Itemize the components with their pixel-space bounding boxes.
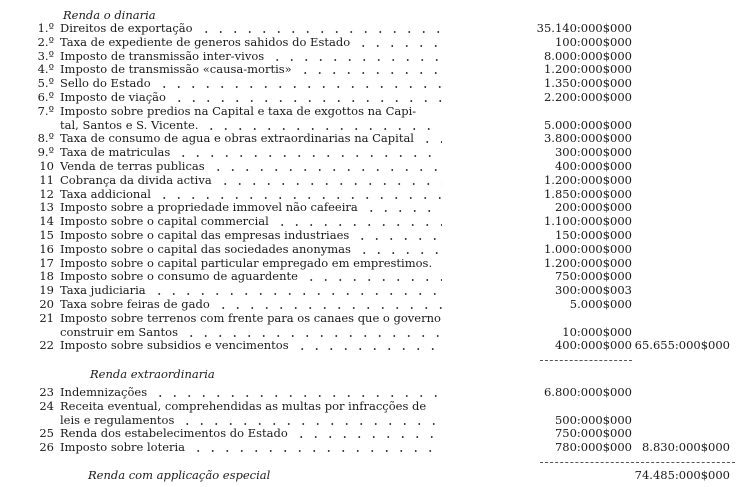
- item-amount: 35.140:000$000: [536, 21, 632, 35]
- item-amount: 1.350:000$000: [543, 76, 632, 91]
- section-heading-special: Renda com applicação especial: [88, 469, 271, 482]
- revenue-row: [0, 400, 748, 414]
- revenue-row: [0, 229, 748, 243]
- item-amount: 5.000$000: [569, 296, 632, 311]
- revenue-row: [0, 427, 748, 441]
- section-heading-ordinary: Renda o dinaria: [63, 8, 156, 22]
- section-total: [632, 257, 730, 271]
- item-amount: 3.800:000$000: [543, 131, 632, 146]
- revenue-row: [0, 105, 748, 119]
- item-number: 15: [39, 227, 54, 242]
- item-number: 9.º: [37, 145, 54, 160]
- item-amount: [442, 400, 632, 414]
- dot-leader: [218, 174, 442, 188]
- item-number: 18: [39, 269, 54, 284]
- dot-leader: [152, 284, 442, 298]
- item-amount: 500:000$000: [554, 412, 632, 427]
- revenue-row: [0, 91, 748, 105]
- section-total: 65.655:000$000: [634, 338, 730, 353]
- item-description: Taxa de consumo de agua e obras extraordinarias na Capital: [60, 132, 414, 146]
- dot-leader: [420, 132, 442, 146]
- revenue-row: [0, 270, 748, 284]
- item-number: 3.º: [37, 48, 54, 63]
- item-number: 23: [39, 385, 54, 399]
- dot-leader: [153, 386, 442, 400]
- section-total: 8.830:000$000: [641, 440, 730, 455]
- item-number: 16: [39, 241, 54, 256]
- item-description: construir em Santos: [60, 325, 178, 339]
- section-total: [632, 284, 730, 298]
- section-total: [632, 77, 730, 91]
- revenue-row: [0, 77, 748, 91]
- item-amount: 1.200:000$000: [543, 255, 632, 270]
- item-description: Imposto sobre loteria: [60, 441, 186, 455]
- item-number: 8.º: [37, 131, 54, 146]
- item-number: [0, 119, 60, 133]
- item-description: Imposto sobre subsidios e vencimentos: [60, 339, 289, 353]
- dot-leader: [295, 339, 442, 353]
- revenue-row: [0, 312, 748, 326]
- section-total: [632, 105, 730, 119]
- item-amount: 100:000$000: [554, 34, 632, 49]
- item-number: [0, 414, 60, 428]
- item-amount: 750:000$000: [554, 269, 632, 284]
- section-total: [632, 229, 730, 243]
- revenue-row: [0, 50, 748, 64]
- section-total: [632, 312, 730, 326]
- item-description: Taxa de matriculas: [60, 146, 171, 160]
- item-number: 22: [39, 338, 54, 353]
- section-total: [632, 91, 730, 105]
- item-amount: 1.000:000$000: [543, 241, 632, 256]
- item-description: Taxa de expediente de generos sahidos do Estado: [60, 35, 351, 49]
- section-total: [632, 215, 730, 229]
- dot-leader: [172, 91, 442, 105]
- extraordinary-revenue-list: [0, 386, 748, 455]
- item-description: Imposto sobre a propriedade immovel não cafeeira: [60, 201, 358, 215]
- dot-leader: [355, 229, 442, 243]
- item-number: 7.º: [37, 103, 54, 118]
- item-amount: 300:000$000: [554, 145, 632, 160]
- item-description: Imposto sobre o capital das empresas industriaes: [60, 228, 350, 242]
- item-amount: 8.000:000$000: [543, 48, 632, 63]
- revenue-row: [0, 243, 748, 257]
- dot-leader: [157, 77, 442, 91]
- revenue-row: [0, 22, 748, 36]
- item-amount: 6.800:000$000: [543, 385, 632, 399]
- revenue-row: [0, 63, 748, 77]
- item-description: Sello do Estado: [60, 77, 151, 91]
- item-number: 1.º: [37, 21, 54, 35]
- item-number: 12: [39, 186, 54, 201]
- item-number: 19: [39, 283, 54, 298]
- item-amount: [442, 312, 632, 326]
- revenue-row: [0, 160, 748, 174]
- item-amount: 1.200:000$000: [543, 62, 632, 77]
- section-total: [632, 414, 730, 428]
- section-heading-extraordinary: Renda extraordinaria: [90, 367, 215, 381]
- item-number: 5.º: [37, 76, 54, 91]
- item-description: Cobrança da divida activa: [60, 173, 212, 187]
- item-amount: 150:000$000: [554, 227, 632, 242]
- section-total: [632, 298, 730, 312]
- revenue-row: [0, 215, 748, 229]
- dot-leader: [357, 243, 442, 257]
- revenue-row: [0, 146, 748, 160]
- dot-leader: [184, 326, 442, 340]
- revenue-row: [0, 36, 748, 50]
- special-revenue-row: [0, 469, 748, 483]
- item-number: 6.º: [37, 89, 54, 104]
- section-total: [632, 386, 730, 400]
- revenue-row: [0, 326, 748, 340]
- item-amount: 400:000$000: [554, 158, 632, 173]
- item-number: 13: [39, 200, 54, 215]
- item-number: 26: [39, 440, 54, 455]
- item-number: 24: [39, 398, 54, 413]
- item-number: 4.º: [37, 62, 54, 77]
- revenue-row: [0, 174, 748, 188]
- item-description: Indemnizações: [60, 386, 148, 399]
- section-total: [632, 36, 730, 50]
- dot-leader: [204, 119, 442, 133]
- item-number: 11: [39, 172, 54, 187]
- section-total: [632, 132, 730, 146]
- revenue-row: [0, 441, 748, 455]
- item-amount: 1.200:000$000: [543, 172, 632, 187]
- dot-leader: [304, 270, 442, 284]
- section-total: [632, 146, 730, 160]
- section-total: [632, 119, 730, 133]
- item-number: 14: [39, 214, 54, 229]
- item-description: Imposto sobre o capital commercial: [60, 215, 269, 229]
- revenue-row: [0, 257, 748, 271]
- item-amount: 400:000$000: [554, 338, 632, 353]
- section-total: [632, 160, 730, 174]
- ordinary-revenue-list: [0, 22, 748, 353]
- item-number: 21: [39, 310, 54, 325]
- section-total: [632, 188, 730, 202]
- dot-leader: [211, 160, 442, 174]
- item-description: Imposto sobre o consumo de aguardente: [60, 270, 298, 284]
- item-description: Renda dos estabelecimentos do Estado: [60, 427, 288, 441]
- revenue-row: [0, 339, 748, 353]
- item-number: 10: [39, 158, 54, 173]
- item-description: Imposto de transmissão «causa-mortis»: [60, 63, 292, 77]
- revenue-row: [0, 414, 748, 428]
- dot-leader: [176, 146, 442, 160]
- dot-leader: [275, 215, 442, 229]
- item-description: Imposto de viação: [60, 90, 166, 104]
- item-description: Imposto de transmissão inter-vivos: [60, 49, 265, 63]
- item-amount: 10:000$000: [562, 324, 632, 339]
- dot-leader: [199, 22, 442, 36]
- dot-leader: [270, 50, 442, 64]
- item-amount: 1.100:000$000: [543, 214, 632, 229]
- item-number: 25: [39, 426, 54, 441]
- item-description: leis e regulamentos: [60, 413, 175, 427]
- revenue-row: [0, 386, 748, 400]
- total-rule: [540, 462, 735, 463]
- item-description: Taxa sobre feiras de gado: [60, 297, 210, 311]
- revenue-row: [0, 201, 748, 215]
- item-description: Taxa judiciaria: [60, 284, 146, 298]
- section-total: [632, 50, 730, 64]
- item-description: Venda de terras publicas: [60, 159, 205, 173]
- subtotal-rule: [540, 360, 632, 361]
- item-amount: 300:000$003: [554, 283, 632, 298]
- revenue-row: [0, 132, 748, 146]
- item-description: Direitos de exportação: [60, 22, 193, 35]
- dot-leader: [298, 63, 442, 77]
- grand-total: 74.485:000$000: [634, 468, 730, 482]
- revenue-row: [0, 284, 748, 298]
- item-description: Imposto sobre predios na Capital e taxa de exgottos na Capi-: [60, 104, 417, 118]
- section-total: [632, 243, 730, 257]
- dot-leader: [180, 414, 442, 428]
- section-total: [632, 174, 730, 188]
- item-number: [0, 326, 60, 340]
- dot-leader: [157, 188, 442, 202]
- item-amount: 2.200:000$000: [543, 89, 632, 104]
- item-description: Taxa addicional: [60, 187, 151, 201]
- section-total: [632, 201, 730, 215]
- dot-leader: [216, 298, 442, 312]
- item-description: Imposto sobre terrenos com frente para os canaes que o governo: [60, 311, 441, 325]
- item-number: 17: [39, 255, 54, 270]
- item-number: 20: [39, 296, 54, 311]
- section-total: [632, 326, 730, 340]
- section-total: [632, 400, 730, 414]
- item-amount: 5.000:000$000: [543, 117, 632, 132]
- item-amount: [442, 105, 632, 119]
- dot-leader: [364, 201, 442, 215]
- section-total: [632, 427, 730, 441]
- item-amount: 200:000$000: [554, 200, 632, 215]
- dot-leader: [191, 441, 442, 455]
- dot-leader: [356, 36, 442, 50]
- revenue-row: [0, 119, 748, 133]
- section-total: [632, 270, 730, 284]
- dot-leader: [294, 427, 442, 441]
- item-description: tal, Santos e S. Vicente.: [60, 118, 199, 132]
- item-description: Imposto sobre o capital das sociedades anonymas: [60, 242, 351, 256]
- item-amount: 750:000$000: [554, 426, 632, 441]
- revenue-row: [0, 298, 748, 312]
- item-amount: 780:000$000: [554, 440, 632, 455]
- item-amount: 1.850:000$000: [543, 186, 632, 201]
- item-number: 2.º: [37, 34, 54, 49]
- item-description: Receita eventual, comprehendidas as multas por infracções de: [60, 399, 427, 413]
- item-description: Imposto sobre o capital particular empregado em emprestimos.: [60, 256, 433, 270]
- revenue-row: [0, 188, 748, 202]
- section-total: [632, 63, 730, 77]
- section-total: [632, 22, 730, 36]
